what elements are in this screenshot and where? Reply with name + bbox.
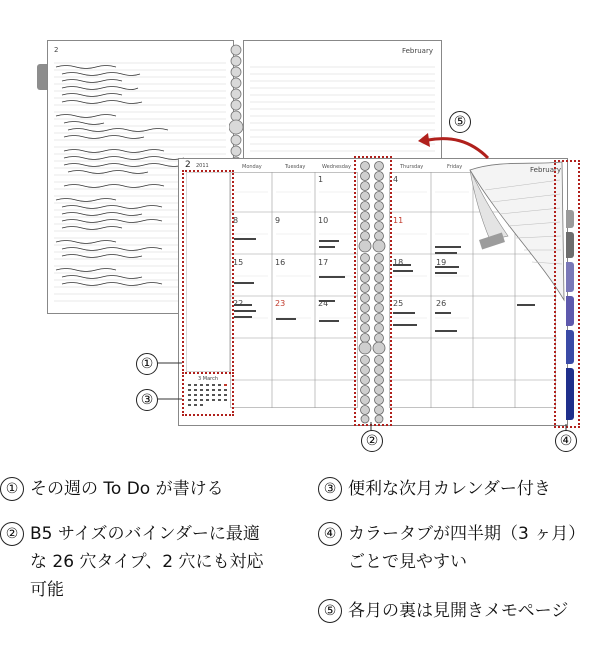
date-16: 16: [275, 258, 286, 267]
callout-5: ⑤: [449, 111, 471, 133]
caption-2-line2: な 26 穴タイプ、2 穴にも対応: [30, 552, 264, 572]
caption-1: [0, 476, 224, 503]
date-22: 22: [233, 299, 244, 308]
front-page-year: 2011: [196, 163, 209, 169]
date-25: 25: [393, 299, 404, 308]
date-24: 24: [318, 299, 329, 308]
caption-5-number: ⑤: [318, 599, 342, 623]
date-1: 1: [318, 175, 324, 184]
caption-4-line2-row: [348, 549, 467, 576]
caption-2-line2-row: [30, 549, 263, 576]
caption-5: [318, 598, 568, 625]
date-26: 26: [436, 299, 447, 308]
weekday-thu: Thursday: [400, 164, 424, 170]
weekday-tue: Tuesday: [285, 164, 306, 170]
caption-4-number: ④: [318, 522, 342, 546]
callout-3: ③: [136, 389, 158, 411]
date-23: 23: [275, 299, 286, 308]
caption-1-text: その週の To Do が書ける: [30, 479, 224, 499]
weekday-wed: Wednesday: [322, 164, 351, 170]
date-10: 10: [318, 216, 329, 225]
caption-2-line3-row: [30, 577, 64, 604]
weekday-fri: Friday: [447, 164, 463, 170]
caption-1-number: ①: [0, 477, 24, 501]
front-page-month: February: [530, 166, 562, 174]
caption-2-number: ②: [0, 522, 24, 546]
caption-3-number: ③: [318, 477, 342, 501]
date-15: 15: [233, 258, 244, 267]
caption-4: [318, 521, 585, 548]
caption-3: [318, 476, 551, 503]
caption-2: [0, 521, 260, 548]
back-page-month: February: [401, 47, 433, 55]
caption-2-line1: B5 サイズのバインダーに最適: [30, 524, 260, 544]
date-18: 18: [393, 258, 404, 267]
caption-4-line1: カラータブが四半期（3 ヶ月）: [348, 524, 586, 544]
front-page-number: 2: [185, 160, 191, 170]
date-4: 4: [393, 175, 399, 184]
weekday-mon: Monday: [242, 164, 262, 170]
callout-2: ②: [361, 430, 383, 452]
date-17: 17: [318, 258, 329, 267]
date-8: 8: [233, 216, 239, 225]
callout-1: ①: [136, 353, 158, 375]
date-19: 19: [436, 258, 447, 267]
callout-4: ④: [555, 430, 577, 452]
caption-4-line2: ごとで見やすい: [348, 552, 467, 572]
caption-2-line3: 可能: [30, 580, 64, 600]
date-11: 11: [393, 216, 404, 225]
caption-5-text: 各月の裏は見開きメモページ: [348, 601, 569, 621]
date-9: 9: [275, 216, 281, 225]
caption-3-text: 便利な次月カレンダー付き: [348, 479, 551, 499]
mini-calendar-title: 3 March: [198, 376, 219, 382]
back-page-number: 2: [54, 46, 59, 54]
